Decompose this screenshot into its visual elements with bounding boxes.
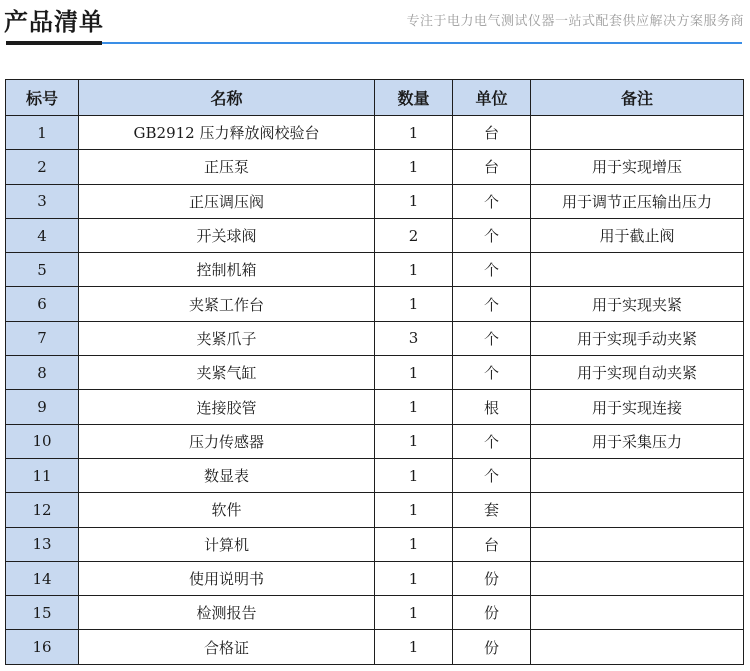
cell-name: GB2912 压力释放阀校验台 xyxy=(79,116,375,150)
page-tagline: 专注于电力电气测试仪器一站式配套供应解决方案服务商 xyxy=(406,14,744,29)
cell-quantity: 3 xyxy=(375,321,453,355)
table-row xyxy=(6,287,744,321)
cell-quantity: 1 xyxy=(375,253,453,287)
cell-unit: 个 xyxy=(453,424,531,458)
product-list-table xyxy=(5,79,744,665)
cell-number: 12 xyxy=(6,493,79,527)
cell-quantity: 1 xyxy=(375,458,453,492)
cell-remarks xyxy=(531,630,744,664)
cell-quantity: 2 xyxy=(375,218,453,252)
header-divider xyxy=(102,42,742,44)
page-header xyxy=(0,0,750,48)
cell-quantity: 1 xyxy=(375,390,453,424)
cell-number: 6 xyxy=(6,287,79,321)
cell-remarks: 用于实现增压 xyxy=(531,150,744,184)
cell-name: 使用说明书 xyxy=(79,561,375,595)
cell-name: 压力传感器 xyxy=(79,424,375,458)
product-table-container xyxy=(5,79,744,665)
cell-unit: 个 xyxy=(453,287,531,321)
cell-unit: 个 xyxy=(453,253,531,287)
column-header-quantity: 数量 xyxy=(375,80,453,116)
cell-number: 15 xyxy=(6,596,79,630)
cell-unit: 台 xyxy=(453,150,531,184)
cell-unit: 个 xyxy=(453,356,531,390)
cell-unit: 个 xyxy=(453,184,531,218)
cell-number: 14 xyxy=(6,561,79,595)
cell-quantity: 1 xyxy=(375,630,453,664)
cell-unit: 根 xyxy=(453,390,531,424)
cell-number: 3 xyxy=(6,184,79,218)
cell-name: 检测报告 xyxy=(79,596,375,630)
cell-remarks: 用于实现自动夹紧 xyxy=(531,356,744,390)
cell-remarks xyxy=(531,596,744,630)
table-row xyxy=(6,184,744,218)
cell-quantity: 1 xyxy=(375,287,453,321)
cell-unit: 个 xyxy=(453,321,531,355)
cell-unit: 个 xyxy=(453,458,531,492)
cell-quantity: 1 xyxy=(375,561,453,595)
column-header-number: 标号 xyxy=(6,80,79,116)
cell-unit: 台 xyxy=(453,116,531,150)
cell-number: 5 xyxy=(6,253,79,287)
table-row xyxy=(6,527,744,561)
column-header-unit: 单位 xyxy=(453,80,531,116)
table-row xyxy=(6,424,744,458)
cell-remarks: 用于采集压力 xyxy=(531,424,744,458)
cell-name: 软件 xyxy=(79,493,375,527)
table-header-row xyxy=(6,80,744,116)
table-row xyxy=(6,630,744,664)
cell-name: 控制机箱 xyxy=(79,253,375,287)
cell-quantity: 1 xyxy=(375,596,453,630)
column-header-remarks: 备注 xyxy=(531,80,744,116)
cell-unit: 份 xyxy=(453,561,531,595)
cell-name: 夹紧工作台 xyxy=(79,287,375,321)
cell-quantity: 1 xyxy=(375,116,453,150)
table-row xyxy=(6,596,744,630)
cell-quantity: 1 xyxy=(375,150,453,184)
cell-number: 8 xyxy=(6,356,79,390)
cell-number: 1 xyxy=(6,116,79,150)
cell-number: 7 xyxy=(6,321,79,355)
column-header-name: 名称 xyxy=(79,80,375,116)
cell-name: 正压调压阀 xyxy=(79,184,375,218)
page-title: 产品清单 xyxy=(4,8,104,36)
cell-remarks: 用于调节正压输出压力 xyxy=(531,184,744,218)
cell-remarks xyxy=(531,253,744,287)
cell-name: 正压泵 xyxy=(79,150,375,184)
table-row xyxy=(6,116,744,150)
cell-remarks xyxy=(531,527,744,561)
cell-unit: 份 xyxy=(453,596,531,630)
cell-remarks xyxy=(531,116,744,150)
title-underline xyxy=(6,41,102,45)
cell-quantity: 1 xyxy=(375,424,453,458)
table-row xyxy=(6,493,744,527)
cell-name: 夹紧爪子 xyxy=(79,321,375,355)
cell-remarks xyxy=(531,493,744,527)
table-row xyxy=(6,321,744,355)
table-row xyxy=(6,390,744,424)
cell-unit: 套 xyxy=(453,493,531,527)
cell-remarks xyxy=(531,561,744,595)
cell-quantity: 1 xyxy=(375,527,453,561)
table-row xyxy=(6,253,744,287)
cell-quantity: 1 xyxy=(375,356,453,390)
cell-number: 11 xyxy=(6,458,79,492)
cell-remarks xyxy=(531,458,744,492)
cell-name: 数显表 xyxy=(79,458,375,492)
cell-remarks: 用于截止阀 xyxy=(531,218,744,252)
cell-name: 合格证 xyxy=(79,630,375,664)
table-body xyxy=(6,116,744,665)
table-row xyxy=(6,458,744,492)
cell-number: 2 xyxy=(6,150,79,184)
cell-name: 开关球阀 xyxy=(79,218,375,252)
cell-name: 计算机 xyxy=(79,527,375,561)
table-row xyxy=(6,356,744,390)
cell-number: 13 xyxy=(6,527,79,561)
cell-remarks: 用于实现夹紧 xyxy=(531,287,744,321)
cell-quantity: 1 xyxy=(375,493,453,527)
table-row xyxy=(6,561,744,595)
cell-remarks: 用于实现连接 xyxy=(531,390,744,424)
cell-remarks: 用于实现手动夹紧 xyxy=(531,321,744,355)
cell-name: 夹紧气缸 xyxy=(79,356,375,390)
cell-unit: 个 xyxy=(453,218,531,252)
cell-number: 16 xyxy=(6,630,79,664)
cell-unit: 份 xyxy=(453,630,531,664)
cell-number: 4 xyxy=(6,218,79,252)
table-row xyxy=(6,218,744,252)
cell-number: 9 xyxy=(6,390,79,424)
table-row xyxy=(6,150,744,184)
cell-number: 10 xyxy=(6,424,79,458)
cell-quantity: 1 xyxy=(375,184,453,218)
cell-unit: 台 xyxy=(453,527,531,561)
cell-name: 连接胶管 xyxy=(79,390,375,424)
